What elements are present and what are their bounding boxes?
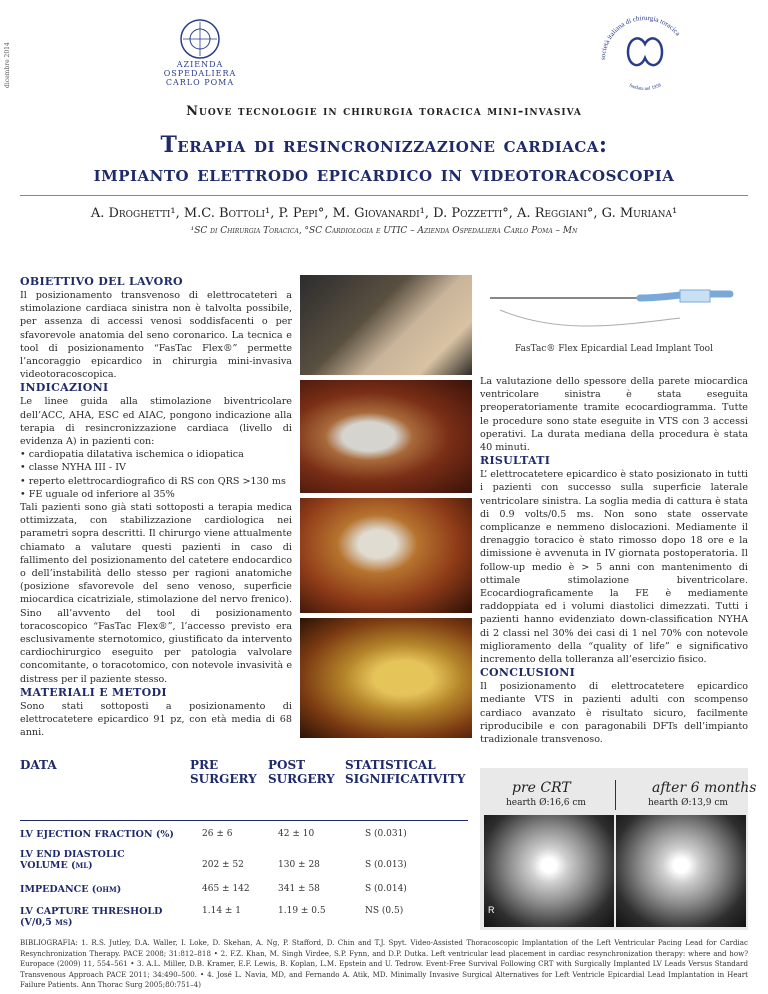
- left-column: [20, 275, 292, 740]
- xray-image-pre: [484, 815, 614, 927]
- surgical-photo-1: [300, 275, 472, 375]
- table-row-label: IMPEDANCE (ohm): [20, 884, 122, 895]
- table-header-post: POST SURGERY: [268, 758, 335, 786]
- title-line1: Terapia di resincronizzazione cardiaca:: [160, 132, 608, 158]
- right-column: [480, 375, 748, 746]
- indication-item: • classe NYHA III - IV: [20, 462, 126, 474]
- indicazioni-text: Tali pazienti sono già stati sottoposti a terapia medica ottimizzata, con stabilizzazione cardiologica nei parametri sopra descritti. Il chirurgo viene attualmente chiamato a valutare questi pazienti in caso di fallimento del posizionamento del catetere endocardico o dell’instabilità dello stesso per ragioni anatomiche (posizione sfavorevole del seno venoso, superficie miocardica cicatriziale, stimolazione del nervo frenico). Sino all’avvento del tool di posizionamento toracoscopico “FasTac Flex®”, l’accesso previsto era esclusivamente sternotomico, giustificato da intervento cardiochirurgico eseguito per patologia valvolare concomitante, o toracotomico, con notevole invasività e distress per il paziente stesso.: [20, 502, 292, 685]
- surgical-photo-3: [300, 498, 472, 613]
- section-title-indicazioni: INDICAZIONI: [20, 381, 109, 395]
- table-cell-pre: 202 ± 52: [202, 860, 244, 870]
- table-cell-post: 130 ± 28: [278, 860, 320, 870]
- table-row-label: LV CAPTURE THRESHOLD (V/0,5 ms): [20, 906, 163, 928]
- svg-text:società italiana di chirurgia: [599, 14, 682, 60]
- xray-post-title: after 6 months: [652, 780, 757, 796]
- svg-text:fondata nel 1958: [628, 83, 663, 92]
- table-cell-stat: NS (0.5): [365, 906, 404, 916]
- table-cell-stat: S (0.014): [365, 884, 407, 894]
- hospital-logo-line1: AZIENDA OSPEDALIERA: [163, 60, 237, 78]
- tool-caption: FasTac® Flex Epicardial Lead Implant Tool: [515, 344, 713, 354]
- hospital-logo: [140, 18, 260, 87]
- indication-item: • reperto elettrocardiografico di RS con QRS >130 ms: [20, 475, 286, 487]
- society-logo-founded: fondata nel 1958: [628, 83, 663, 93]
- conclusioni-text: Il posizionamento di elettrocatetere epicardico mediante VTS in pazienti adulti con scompenso cardiaco avanzato è risultato sicuro, facilmente riproducibile e con paragonabili DFTs dell’impianto tradizionale transvenoso.: [480, 681, 748, 746]
- title-line2: impianto elettrodo epicardico in videotoracoscopia: [93, 161, 675, 187]
- xray-post-subtitle: hearth Ø:13,9 cm: [648, 798, 728, 808]
- society-logo-text: società italiana di chirurgia toracica: [598, 13, 682, 61]
- table-row-label: LV END DIASTOLIC VOLUME (ml): [20, 849, 125, 871]
- section-title-risultati: RISULTATI: [480, 454, 551, 468]
- title-divider: [20, 195, 748, 196]
- indication-item: • FE uguale od inferiore al 35%: [20, 488, 175, 500]
- indicazioni-intro: Le linee guida alla stimolazione biventricolare dell’ACC, AHA, ESC ed AIAC, pongono indicazione alla terapia di resincronizzazione cardiaca (livello di evidenza A) in pazienti con:: [20, 396, 292, 448]
- society-logo: [590, 10, 700, 100]
- affiliations: ¹SC di Chirurgia Toracica, °SC Cardiologia e UTIC – Azienda Ospedaliera Carlo Poma – Mn: [190, 226, 578, 236]
- table-cell-pre: 465 ± 142: [202, 884, 250, 894]
- table-header-data: DATA: [20, 758, 57, 772]
- authors: A. Droghetti¹, M.C. Bottoli¹, P. Pepi°, M. Giovanardi¹, D. Pozzetti°, A. Reggiani°, G. Muriana¹: [90, 206, 678, 221]
- indication-item: • cardiopatia dilatativa ischemica o idiopatica: [20, 449, 244, 461]
- table-cell-pre: 26 ± 6: [202, 829, 233, 839]
- hospital-logo-line2: CARLO POMA: [165, 78, 235, 87]
- xray-pre-subtitle: hearth Ø:16,6 cm: [506, 798, 586, 808]
- table-row-label: LV EJECTION FRACTION (%): [20, 829, 174, 840]
- table-cell-post: 1.19 ± 0.5: [278, 906, 326, 916]
- section-title-obiettivo: OBIETTIVO DEL LAVORO: [20, 275, 183, 288]
- surgical-photo-4: [300, 618, 472, 738]
- xray-image-post: [616, 815, 746, 927]
- bibliography: BIBLIOGRAFIA: 1. R.S. Jutley, D.A. Waller, I. Loke, D. Skehan, A. Ng, P. Stafford, D. Chin and T.J. Spyt. Video-Assisted Thoracoscopic Implantation of the Left Ventricular Pacing Lead for Cardiac Resynchronization Therapy. PACE 2008; 31:812–818 • 2. F.Z. Khan, M. Singh Virdee, S.P. Fynn, and D.P. Dutka. Left ventricular lead placement in cardiac resynchronization therapy: where and how? Europace (2009) 11, 554–561 • 3. A.L. Miller, D.B. Kramer, E.F. Lewis, B. Koplan, L.M. Epstein and U. Tedrow. Event-Free Survival Following CRT with Surgically Implanted LV Leads Versus Standard Transvenous Approach PACE 2011; 34:490–500. • 4. José L. Navia, MD, and Fernando A. Atik, MD. Minimally Invasive Surgical Alternatives for Left Ventricle Epicardial Lead Implantation in Heart Failure Patients. Ann Thorac Surg 2005;80:751–4): [20, 938, 748, 989]
- table-header-pre: PRE SURGERY: [190, 758, 257, 786]
- date-label: dicembre 2014: [4, 42, 11, 88]
- xray-divider: [615, 780, 616, 810]
- table-cell-pre: 1.14 ± 1: [202, 906, 242, 916]
- materiali-text: Sono stati sottoposti a posizionamento di elettrocatetere epicardico 91 pz, con età media di 68 anni.: [20, 700, 292, 739]
- table-divider: [20, 820, 468, 821]
- table-cell-stat: S (0.013): [365, 860, 407, 870]
- section-title-materiali: MATERIALI E METODI: [20, 685, 167, 699]
- table-cell-stat: S (0.031): [365, 829, 407, 839]
- table-cell-post: 42 ± 10: [278, 829, 315, 839]
- section-title-conclusioni: CONCLUSIONI: [480, 666, 576, 680]
- table-header-stat: STATISTICAL SIGNIFICATIVITY: [345, 758, 466, 786]
- society-seal-icon: [590, 10, 700, 100]
- topic-heading: Nuove tecnologie in chirurgia toracica mini-invasiva: [186, 104, 582, 119]
- surgical-photo-2: [300, 380, 472, 493]
- xray-marker: R: [488, 905, 495, 915]
- risultati-text: L’ elettrocatetere epicardico è stato posizionato in tutti i pazienti con successo sulla superficie laterale ventricolare sinistra. La soglia media di cattura è stata di 0.9 volts/0.5 ms. Non sono state osservate complicanze e nemmeno dislocazioni. Mediamente il drenaggio toracico è stato rimosso dopo 18 ore e la dimissione è avvenuta in IV giornata postoperatoria. Il follow-up medio è > 5 anni con mantenimento di ottimale stimolazione biventricolare. Ecocardiograficamente la FE è mediamente raddoppiata ed i volumi diastolici dimezzati. Tutti i pazienti hanno evidenziato down-classification NYHA di 2 classi nel 30% dei casi di 1 nel 70% con notevole miglioramento della “quality of life” e significativo incremento della tolleranza all’esercizio fisico.: [480, 469, 748, 666]
- right-intro-text: La valutazione dello spessore della parete miocardica ventricolare sinistra è stata eseguita preoperatoriamente tramite ecocardiogramma. Tutte le procedure sono state eseguite in VTS con 3 accessi operativi. La durata mediana della procedura è stata 40 minuti.: [480, 376, 748, 454]
- table-cell-post: 341 ± 58: [278, 884, 320, 894]
- obiettivo-text: Il posizionamento transvenoso di elettrocateteri a stimolazione cardiaca sinistra non è talvolta possibile, per assenza di accessi venosi soddisfacenti o per sfavorevole anatomia del seno coronarico. La tecnica e tool di posizionamento “FasTac Flex®” permette l’ancoraggio epicardico in chirurgia mini-invasiva videotoracoscopica.: [20, 290, 292, 381]
- xray-pre-title: pre CRT: [512, 780, 571, 796]
- hospital-emblem-icon: [179, 18, 221, 60]
- fastac-tool-image: [480, 280, 748, 340]
